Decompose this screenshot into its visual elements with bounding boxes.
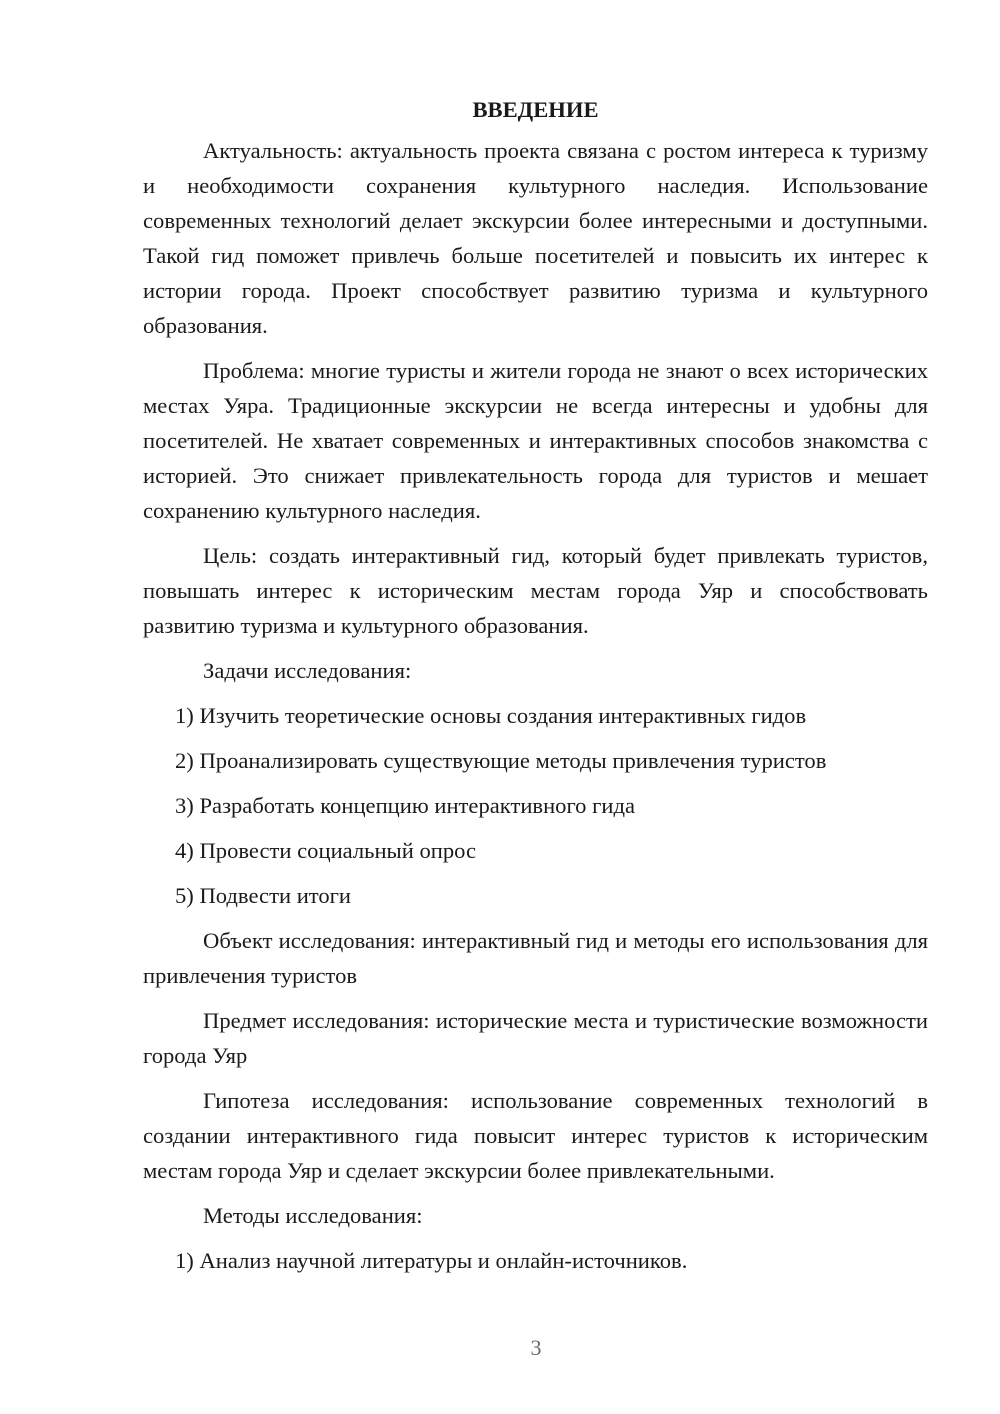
method-item-1: 1) Анализ научной литературы и онлайн-источников. xyxy=(175,1248,688,1273)
task-item-1: 1) Изучить теоретические основы создания интерактивных гидов xyxy=(175,703,807,728)
task-item-2: 2) Проанализировать существующие методы привлечения туристов xyxy=(175,748,827,773)
goal-paragraph: Цель: создать интерактивный гид, который будет привлекать туристов, повышать интерес к историческим местам города Уяр и способствовать развитию туризма и культурного образования. xyxy=(143,543,928,638)
problem-paragraph: Проблема: многие туристы и жители города не знают о всех исторических местах Уяра. Традиционные экскурсии не всегда интересны и удобны для посетителей. Не хватает современных и интерактивных способов знакомства с историей. Это снижает привлекательность города для туристов и мешает сохранению культурного наследия. xyxy=(143,358,928,523)
page-number: 3 xyxy=(530,1335,542,1360)
methods-title: Методы исследования: xyxy=(203,1203,423,1228)
task-item-4: 4) Провести социальный опрос xyxy=(175,838,477,863)
tasks-title: Задачи исследования: xyxy=(203,658,412,683)
subject-paragraph: Предмет исследования: исторические места и туристические возможности города Уяр xyxy=(143,1008,928,1068)
section-heading: ВВЕДЕНИЕ xyxy=(472,97,599,122)
object-paragraph: Объект исследования: интерактивный гид и методы его использования для привлечения туристов xyxy=(143,928,928,988)
document-page xyxy=(143,92,928,1288)
hypothesis-paragraph: Гипотеза исследования: использование современных технологий в создании интерактивного гида повысит интерес туристов к историческим местам города Уяр и сделает экскурсии более привлекательными. xyxy=(143,1088,928,1183)
task-item-3: 3) Разработать концепцию интерактивного гида xyxy=(175,793,636,818)
task-item-5: 5) Подвести итоги xyxy=(175,883,352,908)
relevance-paragraph: Актуальность: актуальность проекта связана с ростом интереса к туризму и необходимости сохранения культурного наследия. Использование современных технологий делает экскурсии более интересными и доступными. Такой гид поможет привлечь больше посетителей и повысить их интерес к истории города. Проект способствует развитию туризма и культурного образования. xyxy=(143,138,928,338)
